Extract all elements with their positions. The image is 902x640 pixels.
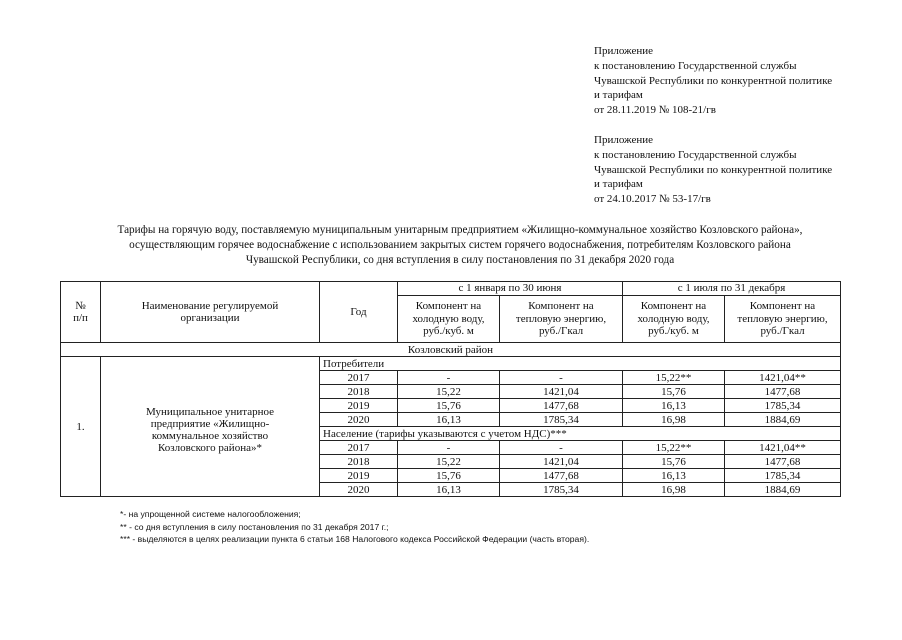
heat-energy-h2-cell: 1785,34 [725,469,841,483]
appendix-date-line: от 24.10.2017 № 53-17/гв [594,193,711,206]
cold-water-h2-cell: 16,98 [623,483,725,497]
tariff-table [60,281,841,497]
appendix-block-1 [594,44,894,118]
cold-water-h1-cell: 15,76 [398,399,500,413]
cold-water-h1-cell: 16,13 [398,413,500,427]
year-cell: 2018 [320,455,398,469]
year-cell: 2017 [320,441,398,455]
header-cold-1: Компонент на холодную воду, руб./куб. м [398,296,500,343]
year-cell: 2017 [320,371,398,385]
heat-energy-h1-cell: 1785,34 [500,413,623,427]
heat-energy-h1-cell: 1477,68 [500,469,623,483]
header-org: Наименование регулируемой организации [101,282,320,343]
district-label: Козловский район [61,343,841,357]
heat-energy-h2-cell: 1477,68 [725,385,841,399]
year-cell: 2020 [320,413,398,427]
cold-water-h2-cell: 15,76 [623,455,725,469]
cold-water-h1-cell: - [398,441,500,455]
heat-energy-h2-cell: 1421,04** [725,441,841,455]
cold-water-h1-cell: - [398,371,500,385]
appendix-line: и тарифам [594,89,643,102]
header-num: № п/п [61,282,101,343]
cold-water-h2-cell: 16,13 [623,469,725,483]
header-period-1: с 1 января по 30 июня [398,282,623,296]
footnotes [120,508,589,546]
header-period-2: с 1 июля по 31 декабря [623,282,841,296]
header-heat-1: Компонент на тепловую энергию, руб./Гкал [500,296,623,343]
title-line: осуществляющим горячее водоснабжение с использованием закрытых систем горячего водоснабжения, потребителям Козловского района [129,239,791,251]
header-cold-2: Компонент на холодную воду, руб./куб. м [623,296,725,343]
appendix-line: Приложение [594,45,654,57]
heat-energy-h2-cell: 1477,68 [725,455,841,469]
appendix-line: и тарифам [594,178,643,191]
footnote-2: ** - со дня вступления в силу постановления по 31 декабря 2017 г.; [120,521,389,532]
cold-water-h2-cell: 16,13 [623,399,725,413]
title-line: Чувашской Республики, со дня вступления в силу постановления по 31 декабря 2020 года [245,254,675,266]
table-header-row [61,282,841,296]
appendix-line: Чувашской Республики по конкурентной политике [594,163,833,176]
title-line: Тарифы на горячую воду, поставляемую муниципальным унитарным предприятием «Жилищно-коммунальное хозяйство Козловского района», [117,224,803,236]
cold-water-h1-cell: 15,22 [398,455,500,469]
appendix-date-line: от 28.11.2019 № 108-21/гв [594,104,716,117]
group-label: Население (тарифы указываются с учетом НДС)*** [320,427,841,441]
year-cell: 2019 [320,399,398,413]
cold-water-h2-cell: 15,22** [623,371,725,385]
cold-water-h1-cell: 16,13 [398,483,500,497]
appendix-block-2 [594,133,894,207]
heat-energy-h1-cell: 1421,04 [500,455,623,469]
footnote-3: *** - выделяются в целях реализации пункта 6 статьи 168 Налогового кодекса Российской Федерации (часть вторая). [120,534,590,544]
cold-water-h1-cell: 15,22 [398,385,500,399]
cold-water-h1-cell: 15,76 [398,469,500,483]
cold-water-h2-cell: 16,98 [623,413,725,427]
heat-energy-h1-cell: 1477,68 [500,399,623,413]
document-title [40,223,880,268]
heat-energy-h1-cell: - [500,371,623,385]
appendix-line: Приложение [594,134,654,146]
cold-water-h2-cell: 15,76 [623,385,725,399]
appendix-line: к постановлению Государственной службы [594,59,797,72]
group-row [61,357,841,371]
cold-water-h2-cell: 15,22** [623,441,725,455]
header-heat-2: Компонент на тепловую энергию, руб./Гкал [725,296,841,343]
appendix-line: к постановлению Государственной службы [594,148,797,161]
heat-energy-h1-cell: 1421,04 [500,385,623,399]
organization-name: Муниципальное унитарное предприятие «Жилищно- коммунальное хозяйство Козловского района»* [101,357,320,497]
year-cell: 2019 [320,469,398,483]
district-row [61,343,841,357]
header-year: Год [320,282,398,343]
heat-energy-h1-cell: - [500,441,623,455]
heat-energy-h1-cell: 1785,34 [500,483,623,497]
year-cell: 2020 [320,483,398,497]
heat-energy-h2-cell: 1421,04** [725,371,841,385]
group-label: Потребители [320,357,841,371]
heat-energy-h2-cell: 1785,34 [725,399,841,413]
heat-energy-h2-cell: 1884,69 [725,413,841,427]
heat-energy-h2-cell: 1884,69 [725,483,841,497]
year-cell: 2018 [320,385,398,399]
appendix-line: Чувашской Республики по конкурентной политике [594,74,833,87]
footnote-1: *- на упрощенной системе налогообложения; [120,509,301,519]
row-number: 1. [61,357,101,497]
